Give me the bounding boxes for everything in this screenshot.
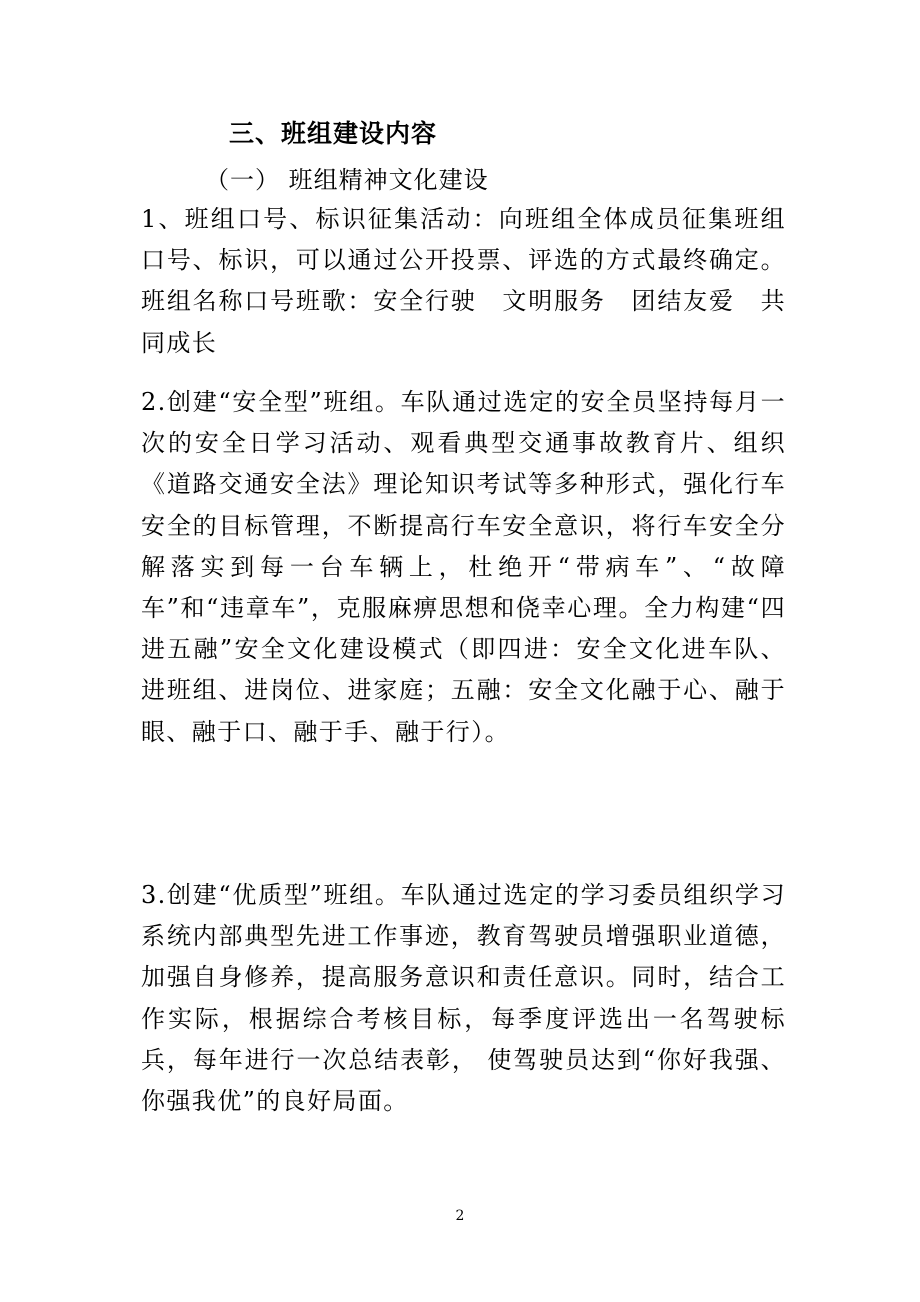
paragraph-safety-team: 2.创建“安全型”班组。车队通过选定的安全员坚持每月一次的安全日学习活动、观看典型交通事故教育片、组织《道路交通安全法》理论知识考试等多种形式，强化行车安全的目标管理，不断提高行车安全意识，将行车安全分解落实到每一台车辆上，杜绝开“带病车”、“故障车”和“违章车”，克服麻痹思想和侥幸心理。全力构建“四进五融”安全文化建设模式（即四进：安全文化进车队、进班组、进岗位、进家庭；五融：安全文化融于心、融于眼、融于口、融于手、融于行）。	[141, 388, 786, 746]
section-heading: 三、班组建设内容	[229, 119, 438, 148]
subsection-heading: （一） 班组精神文化建设	[205, 166, 489, 194]
page-number: 2	[455, 1208, 465, 1224]
paragraph-slogan-collection: 1、班组口号、标识征集活动：向班组全体成员征集班组口号、标识，可以通过公开投票、评选的方式最终确定。班组名称口号班歌：安全行驶 文明服务 团结友爱 共同成长	[141, 205, 786, 357]
paragraph-quality-team: 3.创建“优质型”班组。车队通过选定的学习委员组织学习系统内部典型先进工作事迹，教育驾驶员增强职业道德，加强自身修养，提高服务意识和责任意识。同时，结合工作实际，根据综合考核目标，每季度评选出一名驾驶标兵，每年进行一次总结表彰， 使驾驶员达到“你好我强、你强我优”的良好局面。	[141, 881, 786, 1116]
